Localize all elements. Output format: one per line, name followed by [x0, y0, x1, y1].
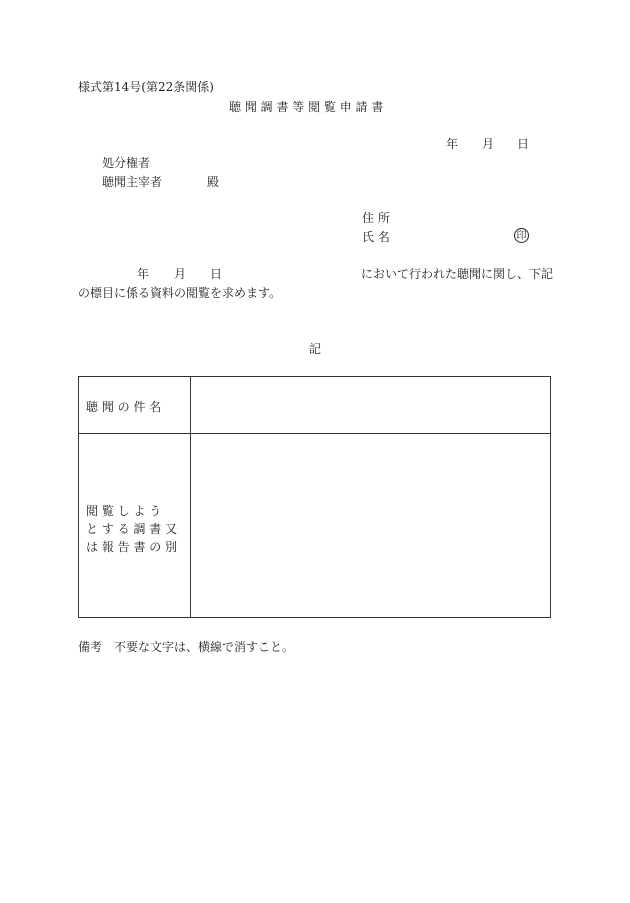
table-row-hearing-name	[79, 377, 550, 434]
body-text-line2: の標目に係る資料の閲覧を求めます。	[78, 286, 282, 300]
body-day: 日	[210, 267, 223, 281]
ki-heading: 記	[309, 342, 322, 356]
date-year-label: 年	[446, 137, 459, 151]
body-year: 年	[137, 267, 150, 281]
document-type-field[interactable]	[191, 434, 550, 617]
body-month: 月	[174, 267, 187, 281]
document-type-label-line1: 閲 覧 し よ う	[86, 504, 162, 518]
addressee-authority: 処分権者	[102, 156, 151, 170]
date-month-label: 月	[482, 137, 495, 151]
address-label: 住 所	[362, 211, 390, 225]
addressee-presiding-officer: 聴聞主宰者	[102, 175, 163, 189]
name-label: 氏 名	[362, 230, 390, 244]
hearing-name-label: 聴 聞 の 件 名	[86, 400, 162, 414]
document-type-label-line3: は 報 告 書 の 別	[86, 540, 178, 554]
remarks-note: 備考 不要な文字は、横線で消すこと。	[78, 640, 295, 654]
body-text-line1: において行われた聴聞に関し、下記	[361, 267, 554, 281]
document-type-label-line2: と す る 調 書 又	[86, 522, 178, 536]
document-title: 聴 聞 調 書 等 閲 覧 申 請 書	[229, 100, 384, 114]
seal-mark: 印	[514, 228, 529, 243]
form-number: 様式第14号(第22条関係)	[78, 80, 214, 94]
date-day-label: 日	[517, 137, 530, 151]
hearing-name-field[interactable]	[191, 377, 550, 433]
request-table	[78, 376, 551, 618]
addressee-honorific: 殿	[207, 175, 220, 189]
